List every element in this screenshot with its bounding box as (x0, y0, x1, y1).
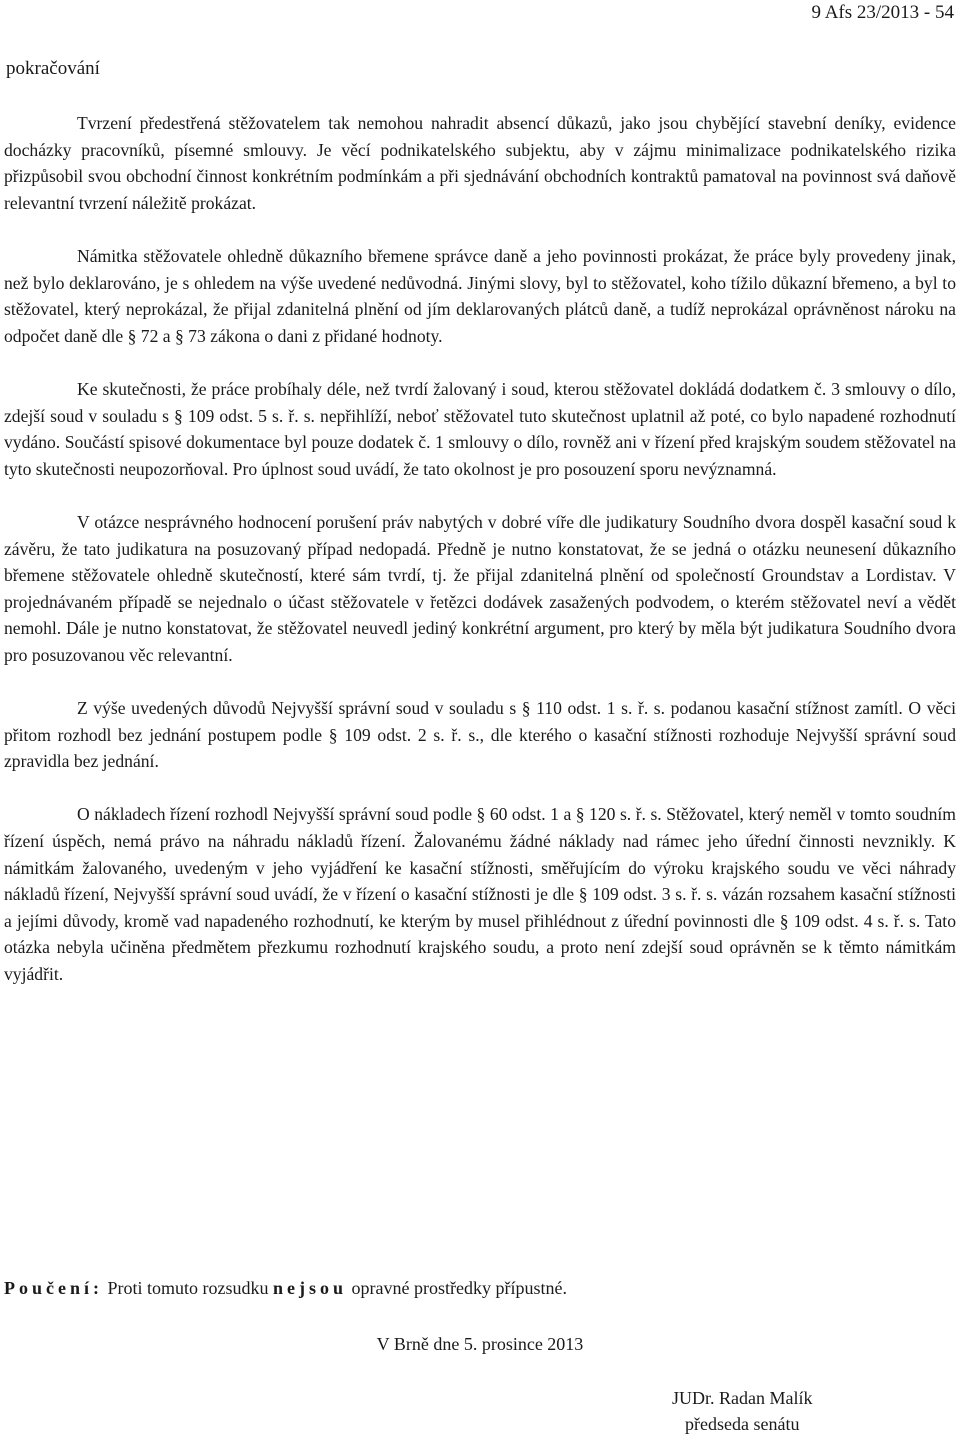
instruction-emphasis: nejsou (273, 1278, 348, 1298)
paragraph: Námitka stěžovatele ohledně důkazního břemene správce daně a jeho povinnosti prokázat, že práce byly provedeny jinak, než bylo deklarováno, je s ohledem na výše uvedené nedůvodná. Jinými slovy, byl to stěžovatel, koho tížilo důkazní břemeno, a byl to stěžovatel, který neprokázal, že přijal zdanitelná plnění od jím deklarovaných plátců daně, a tudíž neprokázal oprávněnost nároku na odpočet daně dle § 72 a § 73 zákona o dani z přidané hodnoty. (4, 245, 956, 346)
legal-instruction (4, 1274, 567, 1302)
signature-block (672, 1385, 812, 1437)
case-reference: 9 Afs 23/2013 - 54 (811, 2, 954, 23)
continuation-label: pokračování (6, 58, 100, 79)
judgment-body (4, 110, 956, 1014)
paragraph: Z výše uvedených důvodů Nejvyšší správní soud v souladu s § 110 odst. 1 s. ř. s. podanou kasační stížnost zamítl. O věci přitom rozhodl bez jednání postupem podle § 109 odst. 2 s. ř. s., dle kterého o kasační stížnosti rozhoduje Nejvyšší správní soud zpravidla bez jednání. (4, 698, 956, 772)
instruction-label: Poučení: (4, 1278, 103, 1298)
signatory-name: JUDr. Radan Malík (672, 1388, 813, 1408)
paragraph: V otázce nesprávného hodnocení porušení práv nabytých v dobré víře dle judikatury Soudního dvora dospěl kasační soud k závěru, že tato judikatura na posuzovaný případ nedopadá. Předně je nutno konstatovat, že se jedná o otázku neunesení důkazního břemene stěžovatele ohledně skutečností, které sám tvrdí, tj. že přijal zdanitelná plnění od společností Groundstav a Lordistav. V projednávaném případě se nejednalo o účast stěžovatele v řetězci dodávek zasažených podvodem, o kterém stěžovatel neví a vědět nemohl. Dále je nutno konstatovat, že stěžovatel neuvedl jediný konkrétní argument, pro který by měla být judikatura Soudního dvora pro posuzovanou věc relevantní. (4, 511, 956, 665)
paragraph: Ke skutečnosti, že práce probíhaly déle, než tvrdí žalovaný i soud, kterou stěžovatel dokládá dodatkem č. 3 smlouvy o dílo, zdejší soud v souladu s § 109 odst. 5 s. ř. s. nepřihlíží, neboť stěžovatel tuto skutečnost uplatnil až poté, co bylo napadené rozhodnutí vydáno. Součástí spisové dokumentace byl pouze dodatek č. 1 smlouvy o dílo, rovněž ani v řízení před krajským soudem stěžovatel na tyto skutečnosti neupozorňoval. Pro úplnost soud uvádí, že tato okolnost je pro posouzení sporu nevýznamná. (4, 378, 956, 479)
instruction-text-after: opravné prostředky přípustné. (351, 1278, 567, 1298)
place-and-date: V Brně dne 5. prosince 2013 (376, 1334, 584, 1354)
instruction-text-before: Proti tomuto rozsudku (107, 1278, 269, 1298)
paragraph: Tvrzení předestřená stěžovatelem tak nemohou nahradit absencí důkazů, jako jsou chybějící stavební deníky, evidence docházky pracovníků, písemné smlouvy. Je věcí podnikatelského subjektu, aby v zájmu minimalizace podnikatelského rizika přizpůsobil svou obchodní činnost konkrétním podmínkám a při sjednávání obchodních kontraktů pamatoval na povinnost svá daňově relevantní tvrzení náležitě prokázat. (4, 113, 956, 213)
paragraph: O nákladech řízení rozhodl Nejvyšší správní soud podle § 60 odst. 1 a § 120 s. ř. s. Stěžovatel, který neměl v tomto soudním řízení úspěch, nemá právo na náhradu nákladů řízení. Žalovanému žádné náklady nad rámec jeho úřední činnosti nevznikly. K námitkám žalovaného, uvedeným v jeho vyjádření ke kasační stížnosti, směřujícím do výroku krajského soudu ve věci náhrady nákladů řízení, Nejvyšší správní soud uvádí, že v řízení o kasační stížnosti je dle § 109 odst. 3 s. ř. s. vázán rozsahem kasační stížnosti a jejími důvody, kromě vad napadeného rozhodnutí, ke kterým by musel přihlédnout z úřední povinnosti dle § 109 odst. 4 s. ř. s. Tato otázka nebyla učiněna předmětem přezkumu rozhodnutí krajského soudu, a proto není zdejší soud oprávněn se k těmto námitkám vyjádřit. (4, 804, 956, 984)
signatory-role: předseda senátu (685, 1414, 800, 1434)
